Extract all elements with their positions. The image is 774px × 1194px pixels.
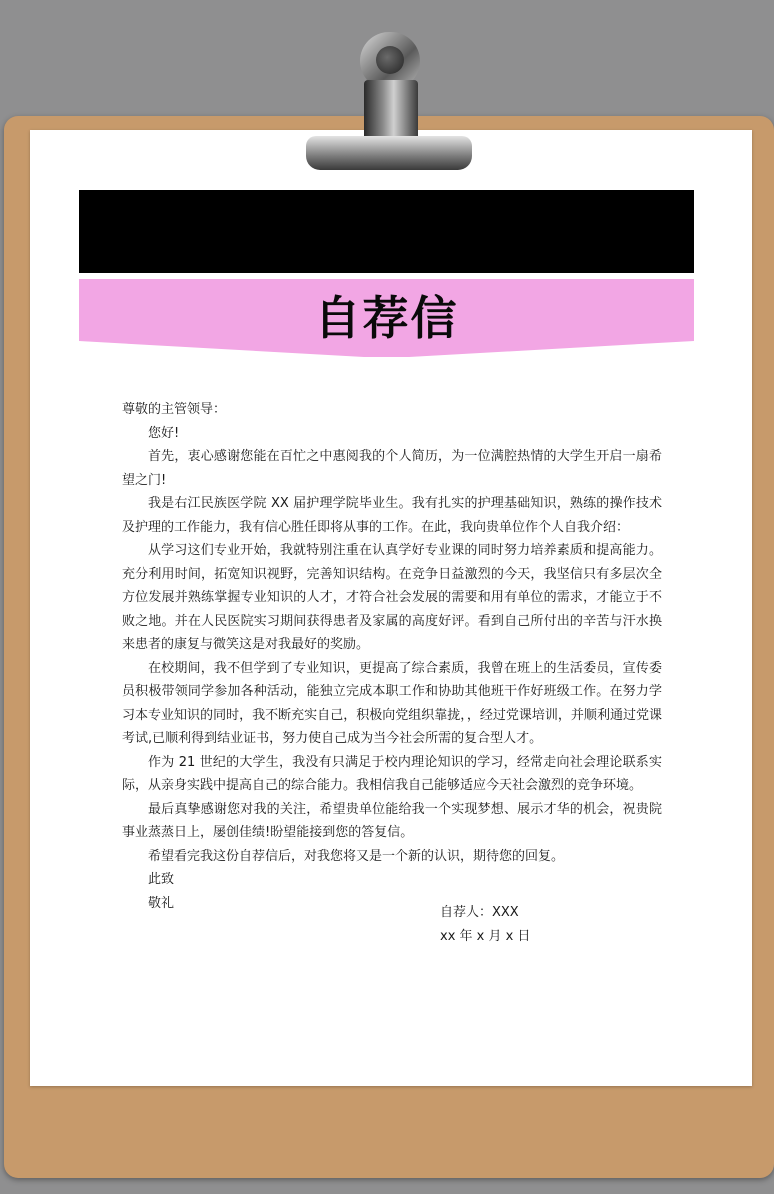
binder-clip-icon <box>300 28 476 178</box>
paragraph: 希望看完我这份自荐信后，对我您将又是一个新的认识，期待您的回复。 <box>148 848 565 864</box>
title-banner <box>79 279 694 359</box>
paragraph: 最后真挚感谢您对我的关注，希望贵单位能给我一个实现梦想、展示才华的机会，祝贵院事业蒸蒸日上，屡创佳绩!盼望能接到您的答复信。 <box>122 801 662 840</box>
signature-block <box>440 901 530 948</box>
paragraph: 我是右江民族医学院 XX 届护理学院毕业生。我有扎实的护理基础知识，熟练的操作技术及护理的工作能力，我有信心胜任即将从事的工作。在此，我向贵单位作个人自我介绍： <box>122 496 662 535</box>
paragraph: 从学习这们专业开始，我就特别注重在认真学好专业课的同时努力培养素质和提高能力。充分利用时间，拓宽知识视野，完善知识结构。在竞争日益激烈的今天，我坚信只有多层次全方位发展并熟练掌握专业知识的人才，才符合社会发展的需要和用有单位的需求，才能立于不败之地。并在人民医院实习期间获得患者及家属的高度好评。看到自己所付出的辛苦与汗水换来患者的康复与微笑这是对我最好的奖励。 <box>122 543 662 652</box>
page-title: 自荐信 <box>314 291 459 345</box>
header-black-bar <box>79 190 694 273</box>
paragraph: 首先，衷心感谢您能在百忙之中惠阅我的个人简历，为一位满腔热情的大学生开启一扇希望之门! <box>122 449 662 488</box>
date: xx 年 x 月 x 日 <box>440 928 531 944</box>
paragraph: 作为 21 世纪的大学生，我没有只满足于校内理论知识的学习，经常走向社会理论联系实际，从亲身实践中提高自己的综合能力。我相信我自己能够适应今天社会激烈的竞争环境。 <box>122 754 662 793</box>
salutation: 尊敬的主管领导： <box>122 402 227 417</box>
closing-line: 敬礼 <box>148 895 175 911</box>
closing-line: 此致 <box>148 872 175 887</box>
letter-body <box>122 398 662 915</box>
greeting: 您好! <box>148 425 180 441</box>
paragraph: 在校期间，我不但学到了专业知识，更提高了综合素质，我曾在班上的生活委员，宣传委员积极带领同学参加各种活动，能独立完成本职工作和协助其他班干作好班级工作。在努力学习本专业知识的同时，我不断充实自己，积极向党组织靠拢，，经过党课培训，并顺利通过党课考试,已顺利得到结业证书，努力使自己成为当今社会所需的复合型人才。 <box>122 660 662 746</box>
signature: 自荐人：XXX <box>440 905 519 920</box>
